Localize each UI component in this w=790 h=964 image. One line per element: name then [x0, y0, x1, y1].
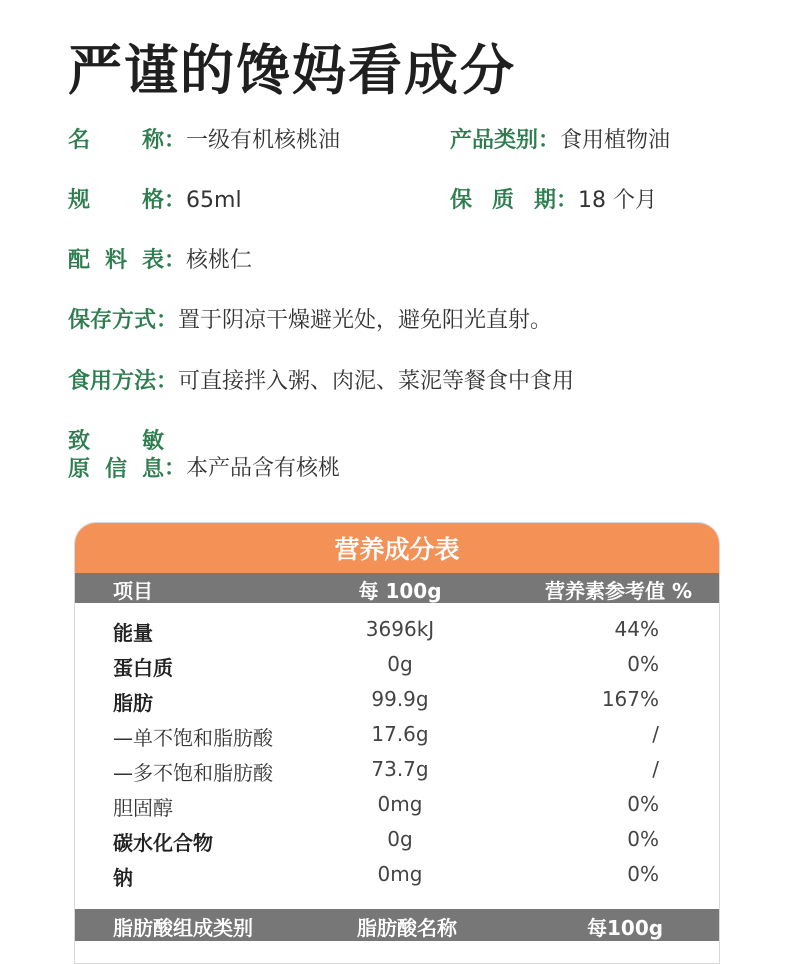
allergen-value: 本产品含有核桃: [186, 456, 341, 481]
table-row: [75, 617, 719, 652]
row-nrv: /: [652, 722, 659, 746]
info-name-row: [68, 128, 340, 154]
row-item: 钠: [113, 866, 133, 890]
info-usage-row: [68, 369, 574, 395]
spec-label-char-2: 格: [141, 188, 164, 213]
storage-label: 保存方式: [68, 308, 157, 333]
shelf-label-char-3: 期: [533, 188, 556, 213]
row-per100g: 0g: [387, 827, 413, 851]
row-item: 碳水化合物: [113, 831, 213, 855]
allergen-label-line-2: [68, 456, 164, 484]
allergen-char: 原: [68, 457, 91, 482]
allergen-char: 致: [68, 429, 91, 454]
ingredients-label-char-3: 表: [141, 248, 164, 273]
shelf-label-char-2: 质: [491, 188, 514, 213]
table-row: [75, 757, 719, 792]
fatty-acid-header-row: [75, 909, 719, 941]
row-item: 脂肪: [113, 691, 153, 715]
row-nrv: 167%: [601, 687, 659, 711]
colon: ：: [156, 369, 179, 394]
ingredients-value: 核桃仁: [186, 248, 253, 273]
row-item: —多不饱和脂肪酸: [113, 761, 273, 785]
row-per100g: 0mg: [377, 862, 423, 886]
colon: ：: [164, 128, 187, 153]
page-title: 严谨的馋妈看成分: [68, 39, 516, 102]
category-value: 食用植物油: [560, 128, 671, 153]
name-value: 一级有机核桃油: [186, 128, 341, 153]
row-nrv: /: [652, 757, 659, 781]
colon: ：: [538, 128, 561, 153]
row-per100g: 0g: [387, 652, 413, 676]
allergen-label: [68, 428, 164, 484]
info-spec-row: [68, 188, 242, 214]
name-label: [68, 128, 164, 154]
category-label: 产品类别: [450, 128, 539, 153]
info-category-row: [450, 128, 670, 154]
header-nrv: 营养素参考值 %: [545, 579, 693, 603]
allergen-char: 息: [141, 457, 164, 482]
table-row: [75, 827, 719, 862]
ingredients-label-char-1: 配: [68, 248, 91, 273]
row-item: —单不饱和脂肪酸: [113, 726, 273, 750]
ingredients-label-char-2: 料: [104, 248, 127, 273]
table-row: [75, 792, 719, 827]
fatty-header-name: 脂肪酸名称: [357, 916, 457, 940]
nutrition-card: [74, 522, 720, 964]
nutrition-header-row: [75, 573, 719, 603]
shelf-label: [450, 188, 556, 214]
table-row: [75, 862, 719, 897]
colon: ：: [164, 456, 187, 481]
table-row: [75, 722, 719, 757]
row-per100g: 0mg: [377, 792, 423, 816]
fatty-header-per100g: 每100g: [587, 916, 664, 940]
header-item: 项目: [113, 579, 153, 603]
row-per100g: 99.9g: [371, 687, 429, 711]
row-per100g: 17.6g: [371, 722, 429, 746]
row-per100g: 3696kJ: [365, 617, 435, 641]
row-per100g: 73.7g: [371, 757, 429, 781]
colon: ：: [156, 308, 179, 333]
ingredients-label: [68, 248, 164, 274]
row-nrv: 44%: [614, 617, 659, 641]
row-nrv: 0%: [627, 827, 659, 851]
spec-value: 65ml: [186, 188, 242, 213]
info-allergen-value-row: [164, 456, 340, 482]
shelf-label-char-1: 保: [450, 188, 473, 213]
table-row: [75, 687, 719, 722]
info-shelf-row: [450, 188, 657, 214]
usage-value: 可直接拌入粥、肉泥、菜泥等餐食中食用: [178, 369, 575, 394]
colon: ：: [556, 188, 579, 213]
table-row: [75, 652, 719, 687]
colon: ：: [164, 248, 187, 273]
allergen-char: 敏: [141, 429, 164, 454]
storage-value: 置于阴凉干燥避光处，避免阳光直射。: [178, 308, 553, 333]
name-label-char-2: 称: [141, 128, 164, 153]
nutrition-title: 营养成分表: [75, 523, 719, 573]
row-nrv: 0%: [627, 792, 659, 816]
row-item: 胆固醇: [113, 796, 173, 820]
spec-label-char-1: 规: [68, 188, 91, 213]
info-storage-row: [68, 308, 552, 334]
shelf-value: 18 个月: [578, 188, 658, 213]
header-per100g: 每 100g: [358, 579, 442, 603]
spec-label: [68, 188, 164, 214]
row-nrv: 0%: [627, 652, 659, 676]
colon: ：: [164, 188, 187, 213]
row-item: 蛋白质: [113, 656, 173, 680]
fatty-header-category: 脂肪酸组成类别: [113, 916, 253, 940]
allergen-label-line-1: [68, 428, 164, 456]
row-nrv: 0%: [627, 862, 659, 886]
name-label-char-1: 名: [68, 128, 91, 153]
info-ingredients-row: [68, 248, 252, 274]
row-item: 能量: [113, 621, 153, 645]
allergen-char: 信: [104, 457, 127, 482]
usage-label: 食用方法: [68, 369, 157, 394]
